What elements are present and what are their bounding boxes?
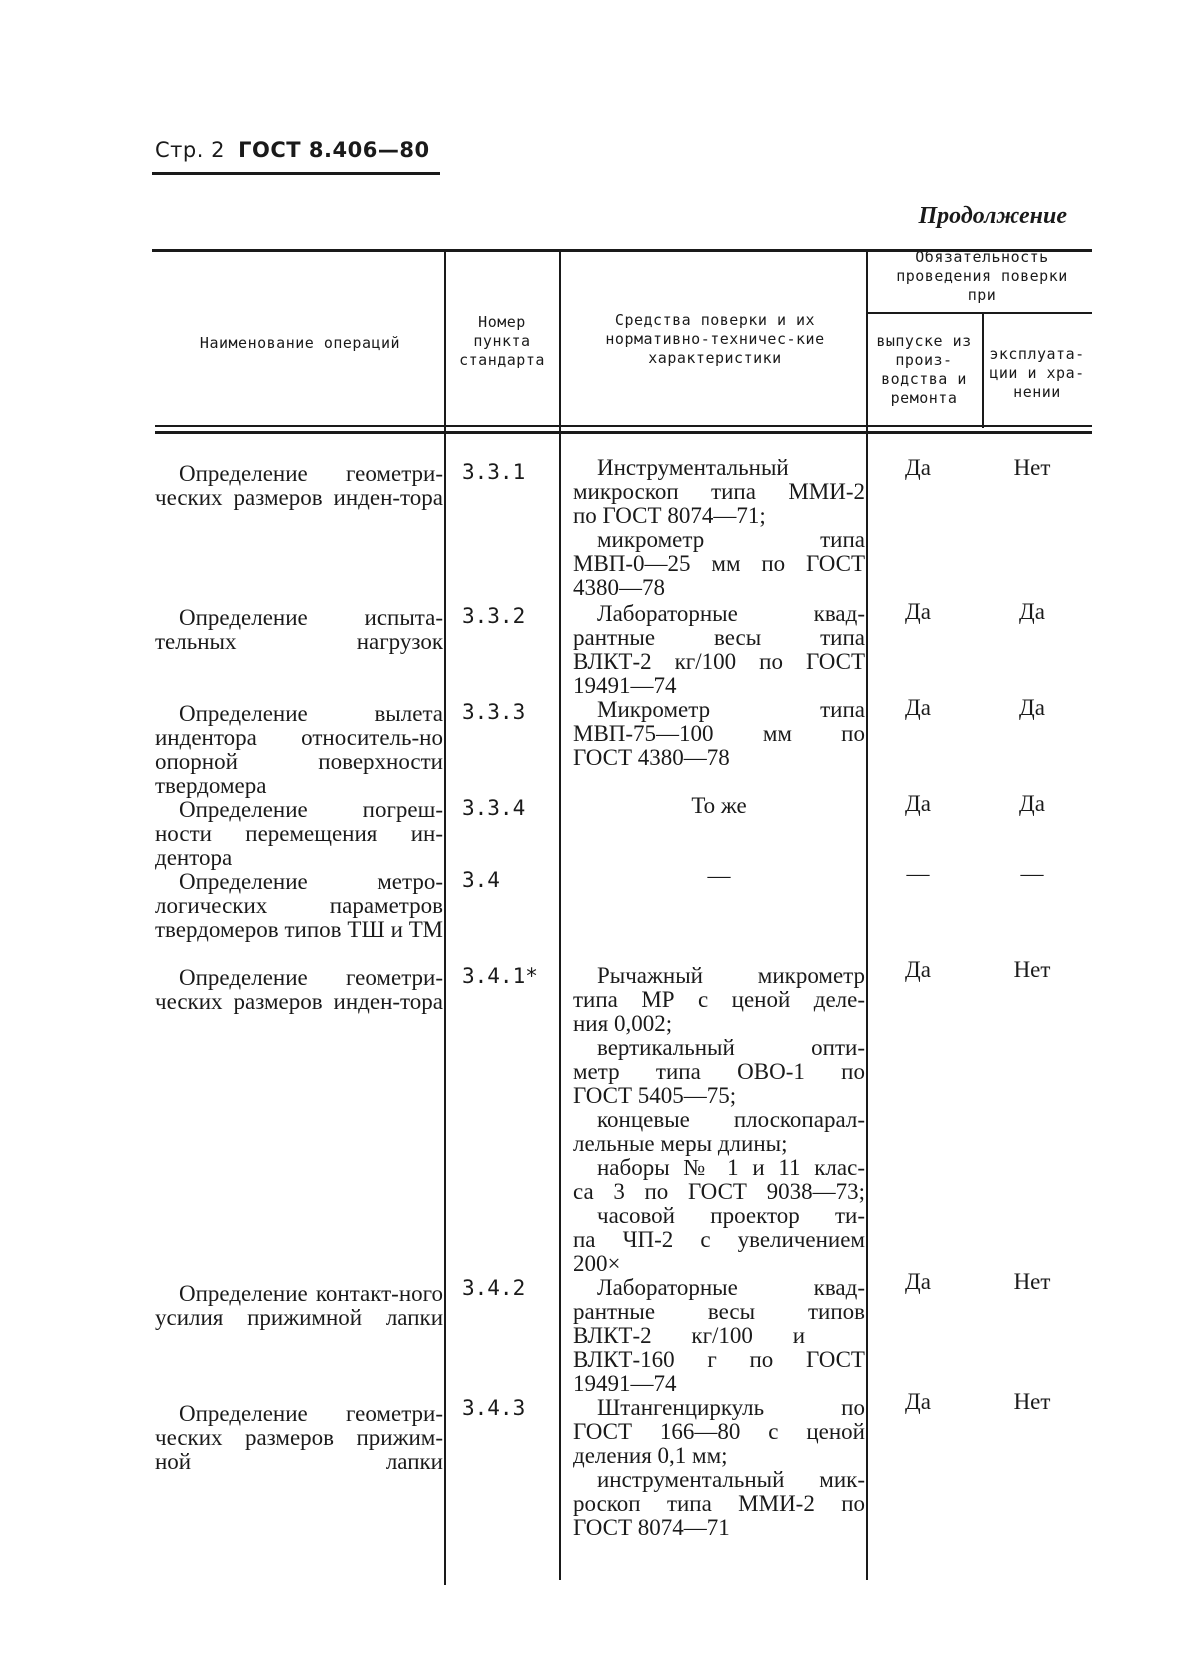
row-7-means-line: 19491—74 bbox=[573, 1371, 677, 1396]
row-7-number: 3.4.2 bbox=[462, 1276, 526, 1300]
row-3-means-line: ГОСТ 4380—78 bbox=[573, 745, 730, 770]
header-bottom-rule-2 bbox=[155, 431, 1092, 434]
column-divider-2 bbox=[559, 250, 561, 1580]
row-8-means bbox=[573, 1396, 865, 1540]
row-2-means bbox=[573, 602, 865, 698]
row-6-production: Да bbox=[905, 957, 931, 982]
row-2-means-line: Лабораторные квад- bbox=[597, 601, 865, 626]
row-3-means bbox=[573, 698, 865, 770]
row-4-means bbox=[573, 794, 865, 818]
row-1-means-line: микроскоп типа ММИ-2 bbox=[573, 479, 865, 504]
row-6-means-line: вертикальный опти- bbox=[597, 1035, 865, 1060]
row-1-means-line: по ГОСТ 8074—71; bbox=[573, 503, 766, 528]
column-divider-1 bbox=[444, 250, 446, 1585]
row-4-exploitation: Да bbox=[1019, 791, 1045, 816]
row-5-means bbox=[573, 864, 865, 888]
row-6-means-line: са 3 по ГОСТ 9038—73; bbox=[573, 1179, 865, 1204]
row-4-means-line: То же bbox=[691, 793, 747, 818]
row-7-exploitation: Нет bbox=[1013, 1269, 1051, 1294]
column-divider-3 bbox=[866, 250, 868, 1580]
row-6-exploitation: Нет bbox=[1013, 957, 1051, 982]
row-3-means-line: МВП-75—100 мм по bbox=[573, 721, 865, 746]
row-7-operation: Определение контакт-ного усилия прижимной лапки bbox=[155, 1281, 443, 1330]
row-7-means-line: Лабораторные квад- bbox=[597, 1275, 865, 1300]
row-3-production: Да bbox=[905, 695, 931, 720]
document-code: ГОСТ 8.406—80 bbox=[238, 138, 430, 162]
row-1-exploitation: Нет bbox=[1013, 455, 1051, 480]
row-3-means-line: Микрометр типа bbox=[597, 697, 865, 722]
row-6-means-line: па ЧП-2 с увеличением bbox=[573, 1227, 865, 1252]
row-8-means-line: роскоп типа ММИ-2 по bbox=[573, 1491, 865, 1516]
header-operation: Наименование операций bbox=[199, 334, 401, 352]
header-point-number: Номер пункта стандарта bbox=[459, 313, 545, 369]
row-1-production: Да bbox=[905, 455, 931, 480]
row-8-means-line: деления 0,1 мм; bbox=[573, 1443, 728, 1468]
row-7-means-line: ВЛКТ-2 кг/100 и bbox=[573, 1323, 805, 1348]
row-4-production: Да bbox=[905, 791, 931, 816]
row-6-means-line: 200× bbox=[573, 1251, 621, 1276]
header-obligation: Обязательность проведения поверки при bbox=[896, 248, 1068, 304]
row-2-number: 3.3.2 bbox=[462, 604, 526, 628]
row-8-means-line: ГОСТ 166—80 с ценой bbox=[573, 1419, 865, 1444]
row-8-operation: Определение геометри-ческих размеров прижим-ной лапки bbox=[155, 1401, 443, 1474]
row-3-operation: Определение вылета индентора относитель-но опорной поверхности твердомера bbox=[155, 701, 443, 798]
row-2-production: Да bbox=[905, 599, 931, 624]
row-8-means-line: Штангенциркуль по bbox=[597, 1395, 865, 1420]
row-4-operation: Определение погреш-ности перемещения ин-дентора bbox=[155, 797, 443, 870]
header-means: Средства поверки и их нормативно-техничес-кие характеристики bbox=[605, 311, 825, 367]
row-6-means bbox=[573, 964, 865, 1276]
row-2-exploitation: Да bbox=[1019, 599, 1045, 624]
header-exploitation: эксплуата-ции и хра-нении bbox=[989, 345, 1085, 401]
row-6-means-line: лельные меры длины; bbox=[573, 1131, 788, 1156]
row-1-means-line: Инструментальный bbox=[597, 455, 789, 480]
row-2-means-line: ВЛКТ-2 кг/100 по ГОСТ bbox=[573, 649, 865, 674]
row-1-means bbox=[573, 456, 865, 600]
row-6-means-line: типа МР с ценой деле- bbox=[573, 987, 865, 1012]
row-7-means-line: ВЛКТ-160 г по ГОСТ bbox=[573, 1347, 865, 1372]
row-5-operation: Определение метро-логических параметров твердомеров типов ТШ и ТМ bbox=[155, 869, 443, 942]
row-5-exploitation: — bbox=[1020, 861, 1044, 886]
row-7-production: Да bbox=[905, 1269, 931, 1294]
obligation-subrule bbox=[868, 312, 1092, 314]
row-3-number: 3.3.3 bbox=[462, 700, 526, 724]
row-1-operation: Определение геометри-ческих размеров инден-тора bbox=[155, 461, 443, 510]
row-3-exploitation: Да bbox=[1019, 695, 1045, 720]
row-6-means-line: наборы № 1 и 11 клас- bbox=[597, 1155, 865, 1180]
header-rule bbox=[152, 172, 440, 175]
row-1-means-line: 4380—78 bbox=[573, 575, 665, 600]
row-6-means-line: концевые плоскопарал- bbox=[597, 1107, 865, 1132]
row-8-production: Да bbox=[905, 1389, 931, 1414]
row-6-means-line: ния 0,002; bbox=[573, 1011, 673, 1036]
row-2-means-line: 19491—74 bbox=[573, 673, 677, 698]
row-6-operation: Определение геометри-ческих размеров инден-тора bbox=[155, 965, 443, 1014]
row-8-means-line: инструментальный мик- bbox=[597, 1467, 865, 1492]
page-label: Стр. 2 bbox=[155, 138, 225, 162]
row-6-number: 3.4.1* bbox=[462, 964, 538, 988]
row-2-operation: Определение испыта-тельных нагрузок bbox=[155, 605, 443, 654]
header-bottom-rule bbox=[155, 425, 1092, 427]
row-6-means-line: Рычажный микрометр bbox=[597, 963, 865, 988]
header-production: выпуске из произ-водства и ремонта bbox=[876, 332, 972, 407]
row-5-number: 3.4 bbox=[462, 868, 500, 892]
row-5-production: — bbox=[906, 861, 930, 886]
row-1-means-line: микрометр типа bbox=[597, 527, 865, 552]
row-4-number: 3.3.4 bbox=[462, 796, 526, 820]
row-2-means-line: рантные весы типа bbox=[573, 625, 865, 650]
row-1-number: 3.3.1 bbox=[462, 460, 526, 484]
row-6-means-line: метр типа ОВО-1 по bbox=[573, 1059, 865, 1084]
row-8-number: 3.4.3 bbox=[462, 1396, 526, 1420]
row-5-means-line: — bbox=[707, 863, 731, 888]
continuation-label: Продолжение bbox=[918, 203, 1067, 229]
row-8-exploitation: Нет bbox=[1013, 1389, 1051, 1414]
page-header bbox=[155, 138, 430, 162]
row-7-means bbox=[573, 1276, 865, 1396]
row-1-means-line: МВП-0—25 мм по ГОСТ bbox=[573, 551, 865, 576]
row-6-means-line: часовой проектор ти- bbox=[597, 1203, 865, 1228]
row-8-means-line: ГОСТ 8074—71 bbox=[573, 1515, 730, 1540]
row-7-means-line: рантные весы типов bbox=[573, 1299, 865, 1324]
row-6-means-line: ГОСТ 5405—75; bbox=[573, 1083, 737, 1108]
